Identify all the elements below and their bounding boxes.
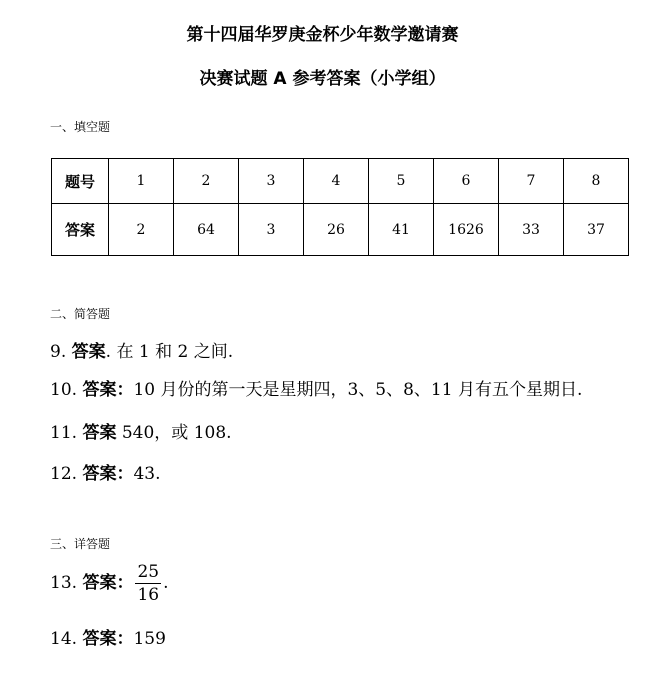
answer-line-14 [50, 624, 166, 649]
page-subtitle: 决赛试题 A 参考答案（小学组） [199, 69, 446, 89]
table-row-question-numbers [52, 159, 629, 204]
question-number-cell: 6 [434, 159, 499, 204]
answer-label: 答案 [71, 342, 106, 362]
answer-text: 540，或 108. [116, 423, 232, 443]
question-number: 12. [50, 464, 78, 484]
section-heading-fill-in: 一、填空题 [50, 120, 111, 134]
answer-cell: 1626 [434, 204, 499, 256]
answer-line-10 [50, 375, 582, 400]
row-header-answer: 答案 [52, 204, 109, 256]
row-header-question-number: 题号 [52, 159, 109, 204]
answer-cell: 26 [304, 204, 369, 256]
answer-text: 10 月份的第一天是星期四，3、5、8、11 月有五个星期日. [133, 380, 583, 400]
answer-label: 答案： [82, 573, 134, 593]
answer-cell: 37 [564, 204, 629, 256]
question-number-cell: 5 [369, 159, 434, 204]
answer-cell: 41 [369, 204, 434, 256]
answer-cell: 2 [109, 204, 174, 256]
answer-label: 答案： [82, 464, 134, 484]
answer-line-12 [50, 459, 161, 484]
question-number: 9. [50, 342, 67, 362]
page-title: 第十四届华罗庚金杯少年数学邀请赛 [186, 25, 459, 45]
table-row-answers [52, 204, 629, 256]
answer-label: 答案： [82, 629, 134, 649]
question-number-cell: 8 [564, 159, 629, 204]
answer-label: 答案： [82, 380, 134, 400]
fraction-denominator: 16 [137, 585, 160, 605]
question-number: 13. [50, 573, 78, 593]
answer-cell: 33 [499, 204, 564, 256]
question-number-cell: 3 [239, 159, 304, 204]
answer-table [51, 158, 629, 256]
answer-text: 43. [133, 464, 161, 484]
fraction [135, 562, 161, 605]
answer-line-9 [50, 337, 233, 362]
question-number: 10. [50, 380, 78, 400]
answer-cell: 64 [174, 204, 239, 256]
question-number: 11. [50, 423, 78, 443]
answer-text: 159 [133, 629, 166, 649]
section-heading-detailed-answer: 三、详答题 [50, 537, 111, 551]
question-number-cell: 1 [109, 159, 174, 204]
question-number-cell: 2 [174, 159, 239, 204]
answer-suffix: . [163, 573, 169, 593]
answer-cell: 3 [239, 204, 304, 256]
question-number-cell: 4 [304, 159, 369, 204]
answer-text: . 在 1 和 2 之间. [105, 342, 234, 362]
question-number-cell: 7 [499, 159, 564, 204]
answer-line-13 [50, 562, 169, 605]
question-number: 14. [50, 629, 78, 649]
answer-label: 答案 [82, 423, 117, 443]
fraction-numerator: 25 [137, 562, 160, 582]
section-heading-short-answer: 二、简答题 [50, 307, 111, 321]
answer-line-11 [50, 418, 232, 443]
